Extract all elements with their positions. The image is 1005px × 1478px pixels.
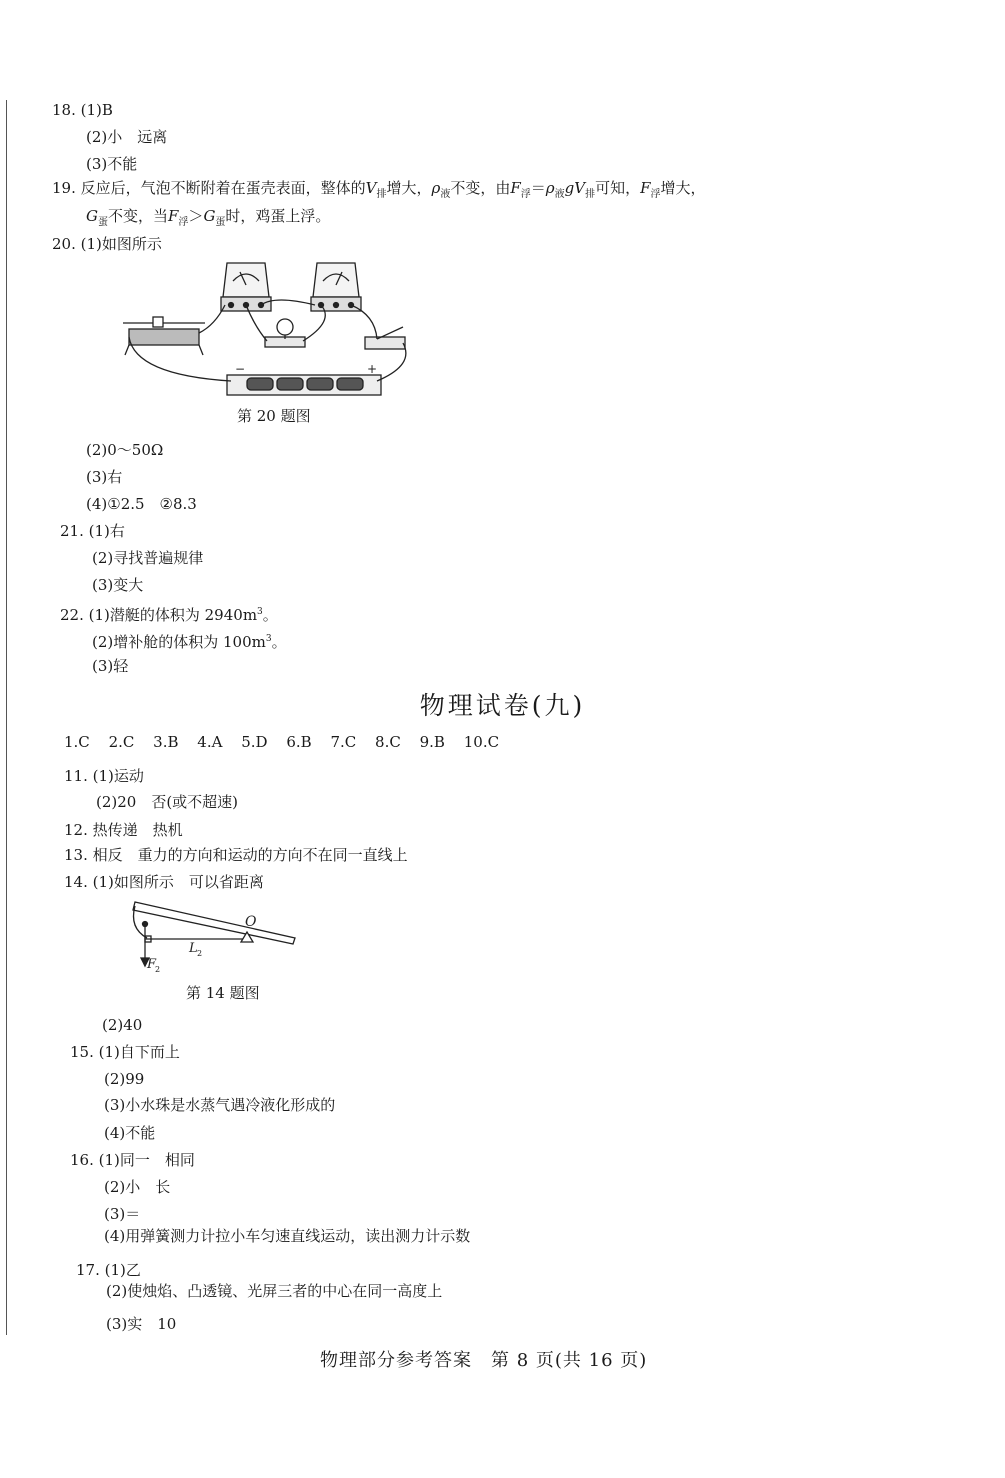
mcq-answer-5: 5.D <box>241 733 268 751</box>
q18-part3: (3)不能 <box>86 155 138 173</box>
lamp-icon <box>265 319 305 347</box>
q19-sub-dan: 蛋 <box>97 217 108 228</box>
q19-text-d: 可知， <box>595 179 641 197</box>
q22-part2-text: (2)增补舱的体积为 100m <box>92 633 266 651</box>
q21-part2: (2)寻找普遍规律 <box>92 549 204 567</box>
q18-part2: (2)小 远离 <box>86 128 168 146</box>
mcq-answer-8: 8.C <box>375 733 401 751</box>
fulcrum-label: O <box>245 914 257 930</box>
q15-part4: (4)不能 <box>104 1124 156 1142</box>
q19-text-f: 不变，当 <box>107 207 168 225</box>
mcq-answer-9: 9.B <box>419 733 445 751</box>
q19-symbol-g: g <box>564 179 575 197</box>
q19-symbol-f3: F <box>168 207 179 225</box>
q14-figure-caption: 第 14 题图 <box>186 984 260 1002</box>
force-label: F <box>147 957 157 972</box>
q22-part1-end: 。 <box>262 606 278 624</box>
q17-part1: 17. (1)乙 <box>76 1261 141 1279</box>
q20-part4: (4)①2.5 ②8.3 <box>86 495 197 513</box>
q17-part2: (2)使烛焰、凸透镜、光屏三者的中心在同一高度上 <box>106 1282 443 1300</box>
q16-part4: (4)用弹簧测力计拉小车匀速直线运动，读出测力计示数 <box>104 1227 471 1245</box>
q20-part2: (2)0～50Ω <box>86 441 164 459</box>
mcq-answer-6: 6.B <box>286 733 312 751</box>
mcq-answer-3: 3.B <box>153 733 179 751</box>
q19-line1 <box>52 178 706 205</box>
q19-sub-pai: 排 <box>376 189 387 200</box>
q21-part1: 21. (1)右 <box>60 522 125 540</box>
battery-pack-icon <box>227 375 381 395</box>
mcq-answer-7: 7.C <box>330 733 357 751</box>
switch-icon <box>365 327 405 349</box>
q19-text-b: 增大， <box>386 179 432 197</box>
q22-part1-exp: 3 <box>257 607 263 617</box>
q19-eq: ＝ <box>530 179 546 197</box>
q15-part1: 15. (1)自下而上 <box>70 1043 180 1061</box>
arm-label: L <box>189 941 198 956</box>
q19-sub-pai2: 排 <box>585 189 596 200</box>
q19-text-c: 不变，由 <box>450 179 511 197</box>
q21-part3: (3)变大 <box>92 576 144 594</box>
q17-part3: (3)实 10 <box>106 1315 177 1333</box>
battery-plus-label: + <box>367 362 378 376</box>
q19-text-a: 反应后，气泡不断附着在蛋壳表面，整体的 <box>80 179 366 197</box>
q19-sub-ye2: 液 <box>554 189 565 200</box>
q19-text-g: 时，鸡蛋上浮。 <box>225 207 331 225</box>
arm-label-sub: 2 <box>197 949 203 958</box>
rheostat-icon <box>123 317 205 355</box>
q19-sub-fu: 浮 <box>520 189 531 200</box>
lever-bar <box>133 902 295 944</box>
lever-figure <box>125 898 305 978</box>
q22-part1-text: 22. (1)潜艇的体积为 2940m <box>60 606 258 624</box>
q19-sub-dan2: 蛋 <box>215 217 226 228</box>
q22-part2-end: 。 <box>271 633 287 651</box>
q11-part2: (2)20 否(或不超速) <box>96 793 239 811</box>
force-label-sub: 2 <box>155 965 161 974</box>
q19-text-e: 增大， <box>660 179 706 197</box>
q19-symbol-f: F <box>510 179 521 197</box>
q16-part2: (2)小 长 <box>104 1178 171 1196</box>
q16-part1: 16. (1)同一 相同 <box>70 1151 195 1169</box>
q22-part1 <box>60 602 278 625</box>
q19-symbol-rho: ρ <box>431 179 441 197</box>
q19-sub-ye: 液 <box>440 189 451 200</box>
q18-part1: 18. (1)B <box>52 101 113 119</box>
q19-sub-fu3: 浮 <box>178 217 189 228</box>
q19-symbol-v: V <box>365 179 377 197</box>
mcq-answer-10: 10.C <box>463 733 500 751</box>
q14-part2: (2)40 <box>102 1016 143 1034</box>
q15-part2: (2)99 <box>104 1070 145 1088</box>
q14-part1: 14. (1)如图所示 可以省距离 <box>64 873 264 891</box>
q15-part3: (3)小水珠是水蒸气遇冷液化形成的 <box>104 1096 336 1114</box>
battery-minus-label: − <box>235 362 246 376</box>
q13-answer: 13. 相反 重力的方向和运动的方向不在同一直线上 <box>64 846 408 864</box>
q20-part1: 20. (1)如图所示 <box>52 235 162 253</box>
q19-symbol-rho2: ρ <box>545 179 555 197</box>
q20-figure-caption: 第 20 题图 <box>237 407 311 425</box>
circuit-figure <box>115 255 415 405</box>
q19-symbol-f2: F <box>640 179 651 197</box>
q19-symbol-g-egg2: G <box>203 207 216 225</box>
q20-part3: (3)右 <box>86 468 123 486</box>
q11-part1: 11. (1)运动 <box>64 767 144 785</box>
q22-part2 <box>92 629 287 652</box>
q19-gt: ＞ <box>188 207 204 225</box>
q22-part2-exp: 3 <box>265 634 272 644</box>
page-footer: 物理部分参考答案 第 8 页(共 16 页) <box>320 1350 648 1371</box>
q19-line2 <box>86 206 330 233</box>
mcq-answer-4: 4.A <box>197 733 223 751</box>
q19-symbol-g-egg: G <box>86 207 98 225</box>
q19-symbol-v2: V <box>574 179 586 197</box>
q16-part3: (3)＝ <box>104 1205 141 1223</box>
q19-sub-fu2: 浮 <box>650 189 661 200</box>
section-title: 物理试卷(九) <box>419 691 586 720</box>
mcq-answers <box>64 733 513 751</box>
q12-answer: 12. 热传递 热机 <box>64 821 183 839</box>
mcq-answer-2: 2.C <box>108 733 135 751</box>
q19-number: 19. <box>52 179 76 197</box>
mcq-answer-1: 1.C <box>64 733 90 751</box>
q22-part3: (3)轻 <box>92 657 129 675</box>
voltmeter-icon <box>311 263 361 311</box>
